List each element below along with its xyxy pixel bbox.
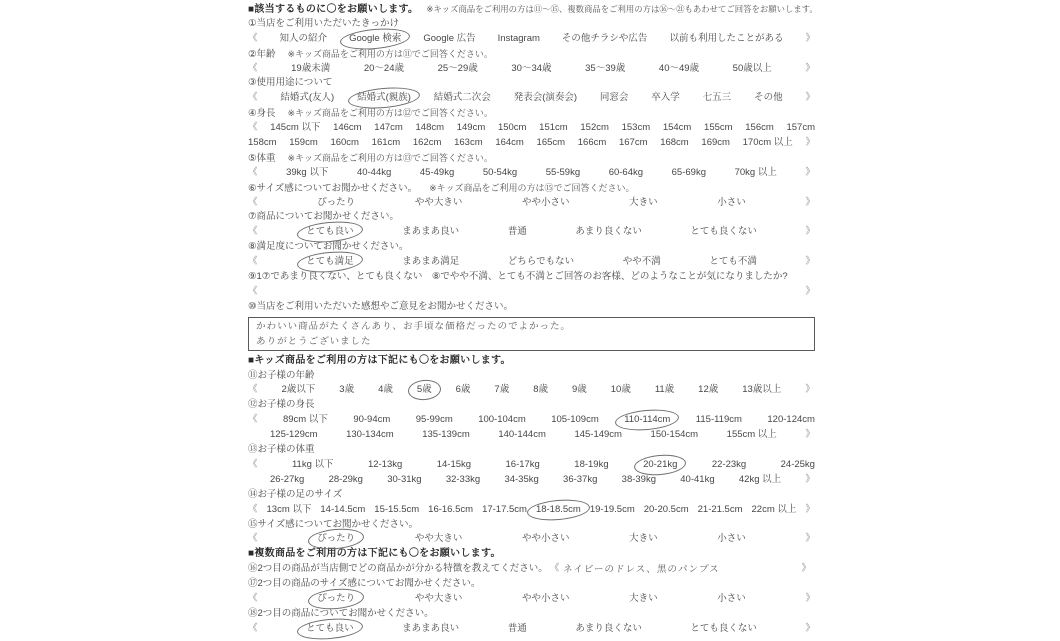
close-bracket: 》 (805, 92, 815, 104)
option: 12歳 (698, 384, 719, 396)
option: 6歳 (455, 384, 471, 396)
open-bracket: 《 (248, 622, 258, 634)
options-row (248, 592, 815, 607)
option: 162cm (412, 137, 442, 149)
question-text: ⑪お子様の年齢 (248, 369, 315, 381)
option: とても不満 (709, 256, 757, 268)
option: 七五三 (702, 92, 732, 104)
question-label (248, 17, 815, 32)
question-text: ⑩当店をご利用いただいた感想やご意見をお聞かせください。 (248, 300, 514, 312)
question-text: ④身長 (248, 108, 276, 120)
close-bracket: 》 (805, 592, 815, 604)
open-bracket: 《 (248, 458, 258, 470)
open-bracket: 《 (248, 226, 258, 238)
option: まあまあ良い (402, 622, 460, 634)
question-text: ⑫お子様の身長 (248, 399, 315, 411)
option: 45-49kg (419, 166, 455, 178)
option: 167cm (618, 137, 648, 149)
option: 170cm 以上 (742, 137, 793, 149)
option: 8歳 (533, 384, 548, 396)
option: 70kg 以上 (734, 166, 777, 178)
close-bracket: 》 (805, 166, 815, 178)
option: 105-109cm (551, 414, 599, 426)
option: 125-129cm (270, 429, 318, 441)
open-bracket: 《 (248, 256, 258, 268)
option: やや不満 (622, 256, 661, 268)
section-header (248, 2, 818, 17)
option: 16-16.5cm (428, 503, 474, 515)
option: 10歳 (610, 384, 631, 396)
option: どちらでもない (507, 256, 575, 268)
option: 26-27kg (270, 473, 305, 485)
close-bracket: 》 (805, 226, 815, 238)
option: 結婚式(友人) (280, 92, 335, 104)
option: 19歳未満 (291, 62, 331, 74)
option: 25〜29歳 (437, 62, 478, 74)
open-bracket: 《 (248, 533, 258, 545)
question-label (248, 607, 815, 622)
close-bracket: 》 (805, 473, 815, 485)
option: 95-99cm (415, 414, 453, 426)
open-bracket: 《 (248, 384, 258, 396)
options-row (248, 383, 815, 398)
question-label (248, 47, 815, 62)
option: 152cm (580, 122, 609, 134)
options-row (248, 503, 815, 518)
option: 151cm (539, 122, 568, 134)
option: 60-64kg (608, 166, 644, 178)
close-bracket: 》 (805, 622, 815, 634)
close-bracket: 》 (805, 384, 815, 396)
option: 結婚式二次会 (433, 92, 491, 104)
question-text: ⑬お子様の体重 (248, 444, 315, 456)
option: 22cm 以上 (751, 503, 797, 515)
option: 18-19kg (574, 458, 609, 470)
open-bracket: 《 (248, 166, 258, 178)
option: 4歳 (378, 384, 393, 396)
open-bracket: 《 (248, 592, 258, 604)
question-text: ⑧満足度についてお聞かせください。 (248, 241, 409, 253)
option: 知人の紹介 (279, 32, 328, 44)
option: 90-94cm (353, 414, 391, 426)
question-label (248, 369, 815, 384)
option: 163cm (454, 137, 483, 149)
option-circled: 20-21kg (643, 458, 677, 473)
option: 140-144cm (498, 429, 546, 441)
option-circled: Google 検索 (349, 32, 401, 47)
open-bracket: 《 (248, 414, 258, 426)
close-bracket: 》 (805, 137, 815, 149)
option: 13cm 以下 (266, 503, 312, 515)
option-circled: ぴったり (317, 532, 355, 547)
open-bracket: 《 (248, 285, 258, 297)
option: まあまあ満足 (402, 256, 460, 268)
handwritten-comment-line: ありがとうございました (255, 335, 372, 347)
question-note: ※キッズ商品をご利用の方は⑫でご回答ください。 (287, 108, 493, 119)
option: やや小さい (521, 533, 570, 545)
close-bracket: 》 (805, 533, 815, 545)
option: 大きい (629, 533, 658, 545)
question-label (248, 76, 815, 91)
option: Google 広告 (423, 32, 476, 44)
option: 14-15kg (436, 458, 472, 470)
question-text: ③使用用途について (248, 77, 333, 89)
comment-box (248, 317, 815, 351)
options-row (248, 32, 815, 47)
option: 40-41kg (680, 473, 715, 485)
option-circled: とても満足 (306, 255, 354, 270)
options-row (248, 413, 815, 428)
handwritten-comment-line: かわいい商品がたくさんあり、お手頃な価格だったのでよかった。 (255, 320, 572, 332)
option-circled: 結婚式(親族) (357, 91, 411, 106)
option: 157cm (786, 122, 815, 134)
question-label (248, 443, 815, 458)
option: 19-19.5cm (589, 503, 635, 515)
option-circled: ぴったり (317, 592, 355, 607)
option: 100-104cm (478, 414, 526, 426)
option: 同窓会 (599, 92, 629, 104)
option: 発表会(演奏会) (513, 92, 578, 104)
option: とても良くない (690, 226, 757, 238)
option: 16-17kg (505, 458, 540, 470)
question-label (248, 398, 815, 413)
question-text: ①当店をご利用いただいたきっかけ (248, 17, 400, 29)
option: 普通 (507, 226, 527, 238)
question-note: ※キッズ商品をご利用の方は⑮でご回答ください。 (429, 182, 635, 193)
option: 149cm (456, 122, 486, 134)
options-row (248, 473, 815, 488)
question-text: ⑰2つ目の商品のサイズ感についてお聞かせください。 (248, 578, 481, 590)
option: やや大きい (414, 533, 463, 545)
question-label (248, 181, 815, 196)
question-note: ※キッズ商品をご利用の方は⑪でご回答ください。 (287, 48, 493, 59)
option: 小さい (717, 592, 746, 604)
close-bracket: 》 (805, 503, 815, 515)
open-bracket: 《 (248, 196, 258, 208)
option: 155cm 以上 (726, 429, 777, 441)
option: やや小さい (521, 196, 570, 208)
question-text: ⑤体重 (248, 152, 276, 164)
options-row (248, 622, 815, 637)
writein-row (248, 562, 815, 577)
option: 17-17.5cm (482, 503, 527, 515)
option-circled: 18-18.5cm (536, 503, 581, 518)
option: 7歳 (494, 384, 510, 396)
option: 42kg 以上 (738, 473, 782, 485)
option: 32-33kg (445, 473, 481, 485)
option: 34-35kg (504, 473, 539, 485)
option: 以前も利用したことがある (669, 32, 784, 44)
option: 120-124cm (767, 414, 815, 426)
option: 150cm (497, 122, 527, 134)
option: 168cm (660, 137, 689, 149)
section-title: ■キッズ商品をご利用の方は下記にも〇をお願いします。 (248, 354, 511, 366)
close-bracket: 》 (805, 196, 815, 208)
question-label (248, 210, 815, 225)
option: 11kg 以下 (291, 458, 334, 470)
section-header (248, 354, 815, 369)
question-label (248, 300, 815, 315)
handwritten-answer: ネイビーのドレス、黒のパンプス (562, 564, 721, 576)
option: 28-29kg (328, 473, 363, 485)
option: 65-69kg (671, 166, 706, 178)
option: 158cm (248, 137, 277, 149)
question-text: ⑱2つ目の商品についてお聞かせください。 (248, 607, 434, 619)
options-row (248, 285, 815, 300)
option: 20-20.5cm (643, 503, 689, 515)
open-bracket: 《 (549, 563, 560, 575)
option: 3歳 (339, 384, 355, 396)
option: 154cm (662, 122, 692, 134)
question-label (248, 577, 815, 592)
question-note: ※キッズ商品をご利用の方は⑬でご回答ください。 (287, 152, 493, 163)
option: 40〜49歳 (658, 62, 700, 74)
section-title: ■複数商品をご利用の方は下記にも〇をお願いします。 (248, 548, 501, 560)
option: あまり良くない (575, 622, 642, 634)
option-circled: 110-114cm (624, 413, 670, 428)
option: 小さい (717, 196, 746, 208)
question-label (248, 518, 815, 533)
option-circled: 5歳 (417, 383, 432, 398)
option: 169cm (701, 137, 730, 149)
options-row (248, 196, 815, 211)
option: とても良くない (690, 622, 757, 634)
question-text: ⑭お子様の足のサイズ (248, 488, 343, 500)
section-note: ※キッズ商品をご利用の方は⑪〜⑮、複数商品をご利用の方は⑯〜㉑もあわせてご回答をお願いします。 (426, 4, 818, 14)
option: 14-14.5cm (320, 503, 366, 515)
option: 130-134cm (346, 429, 394, 441)
option: 55-59kg (545, 166, 581, 178)
option: 小さい (717, 533, 746, 545)
options-row (248, 225, 815, 240)
question-text: ⑮サイズ感についてお聞かせください。 (248, 518, 419, 530)
option: 165cm (536, 137, 566, 149)
survey-document (248, 2, 818, 637)
option: 135-139cm (422, 429, 470, 441)
section-title: ■該当するものに〇をお願いします。 (248, 4, 419, 15)
option: 50-54kg (482, 166, 518, 178)
option: 147cm (374, 122, 403, 134)
question-text: ⑦商品についてお聞かせください。 (248, 211, 399, 223)
question-text: ②年齢 (248, 48, 276, 60)
question-label (248, 151, 815, 166)
option: 148cm (415, 122, 445, 134)
option: 145cm 以下 (270, 122, 321, 134)
option: その他 (754, 92, 783, 104)
close-bracket: 》 (805, 62, 815, 74)
option: 161cm (371, 137, 401, 149)
question-text: ⑯2つ目の商品が当店側でどの商品かが分かる特徴を教えてください。 (248, 563, 548, 575)
option-circled: とても良い (306, 622, 354, 637)
options-row (248, 166, 815, 181)
close-bracket: 》 (805, 429, 815, 441)
open-bracket: 《 (248, 32, 258, 44)
section-header (248, 547, 815, 562)
options-row (248, 121, 815, 136)
options-row (248, 532, 815, 547)
option: 50歳以上 (732, 62, 772, 74)
option: 2歳以下 (281, 384, 316, 396)
close-bracket: 》 (805, 285, 815, 297)
option: やや大きい (414, 592, 463, 604)
option: あまり良くない (575, 226, 642, 238)
option: 大きい (629, 592, 658, 604)
question-text: ⑥サイズ感についてお聞かせください。 (248, 182, 418, 194)
option: 21-21.5cm (697, 503, 743, 515)
option: 156cm (745, 122, 774, 134)
option: 22-23kg (711, 458, 747, 470)
option: まあまあ良い (402, 226, 460, 238)
option-circled: とても良い (306, 225, 354, 240)
question-label (248, 106, 815, 121)
option: やや小さい (521, 592, 570, 604)
option: ぴったり (317, 196, 356, 208)
question-label (248, 270, 815, 285)
option: 38-39kg (621, 473, 656, 485)
option: やや大きい (414, 196, 463, 208)
option: 11歳 (654, 384, 675, 396)
option: 36-37kg (563, 473, 598, 485)
question-text: ⑨1⑦であまり良くない、とても良くない ⑧でやや不満、とても不満とご回答のお客様、どのようなことが気になりましたか? (248, 271, 788, 283)
option: 9歳 (571, 384, 587, 396)
option: 145-149cm (574, 429, 622, 441)
option: Instagram (497, 32, 540, 44)
option: 164cm (495, 137, 524, 149)
options-row (248, 458, 815, 473)
option: 20〜24歳 (363, 62, 404, 74)
option: 35〜39歳 (585, 62, 626, 74)
option: 13歳以上 (742, 384, 782, 396)
option: 160cm (330, 137, 359, 149)
option: 153cm (621, 122, 651, 134)
open-bracket: 《 (248, 122, 258, 134)
option: 卒入学 (651, 92, 680, 104)
option: 115-119cm (695, 414, 742, 426)
option: 40-44kg (356, 166, 392, 178)
close-bracket: 》 (805, 256, 815, 268)
option: その他チラシや広告 (561, 32, 648, 44)
close-bracket: 》 (801, 563, 811, 575)
options-row (248, 136, 815, 151)
open-bracket: 《 (248, 62, 258, 74)
close-bracket: 》 (805, 32, 815, 44)
open-bracket: 《 (248, 503, 258, 515)
option: 普通 (507, 622, 527, 634)
options-row (248, 62, 815, 77)
option: 15-15.5cm (374, 503, 420, 515)
question-label (248, 488, 815, 503)
options-row (248, 91, 815, 106)
option: 166cm (577, 137, 607, 149)
option: 12-13kg (367, 458, 403, 470)
question-label (248, 240, 815, 255)
option: 39kg 以下 (286, 166, 329, 178)
option: 30〜34歳 (511, 62, 552, 74)
options-row (248, 428, 815, 443)
options-row (248, 255, 815, 270)
option: 146cm (333, 122, 362, 134)
option: 89cm 以下 (282, 414, 328, 426)
option: 155cm (704, 122, 733, 134)
option: 30-31kg (387, 473, 422, 485)
option: 24-25kg (780, 458, 815, 470)
open-bracket: 《 (248, 92, 258, 104)
option: 大きい (629, 196, 658, 208)
option: 150-154cm (650, 429, 699, 441)
option: 159cm (289, 137, 318, 149)
